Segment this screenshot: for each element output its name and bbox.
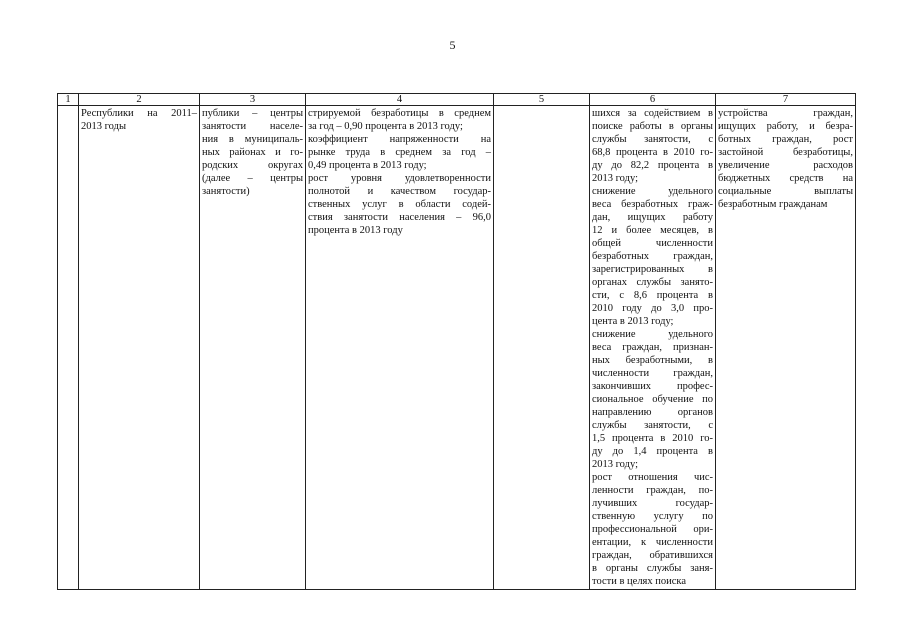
column-number: 3 xyxy=(200,94,306,106)
cell-text-line: застойной безработицы, xyxy=(718,147,853,158)
cell-text-line: профессиональной ори- xyxy=(592,524,713,535)
cell-text-line: занятости) xyxy=(202,186,250,197)
cell-text-line: поиске работы в органы xyxy=(592,121,713,132)
cell-text-line: 1,5 процента в 2010 го- xyxy=(592,433,713,444)
cell-text-line: бюджетных средств на xyxy=(718,173,853,184)
column-number: 2 xyxy=(79,94,200,106)
cell-text-line: ду до 1,4 процента в xyxy=(592,446,713,457)
cell-text-line: ду до 82,2 процента в xyxy=(592,160,713,171)
cell-text-line: коэффициент напряженности на xyxy=(308,134,491,145)
cell-text-line: ния в муниципаль- xyxy=(202,134,303,145)
cell-text-line: ентации, к численности xyxy=(592,537,713,548)
cell-text-line: безработным гражданам xyxy=(718,199,828,210)
cell-text-line: 68,8 процента в 2010 го- xyxy=(592,147,713,158)
cell-text-line: службы занятости, с xyxy=(592,420,713,431)
cell-text-line: (далее – центры xyxy=(202,173,303,184)
cell-text-line: службы занятости, с xyxy=(592,134,713,145)
cell-text-line: ствия занятости населения – 96,0 xyxy=(308,212,491,223)
cell-text-line: ственных услуг в области содей- xyxy=(308,199,491,210)
cell-text-line: веса граждан, признан- xyxy=(592,342,713,353)
column-number: 1 xyxy=(58,94,79,106)
cell-text-line: сиональное обучение по xyxy=(592,394,713,405)
page-number: 5 xyxy=(449,38,456,52)
cell-text-line: дан, ищущих работу xyxy=(592,212,713,223)
cell-text-line: ленности граждан, по- xyxy=(592,485,713,496)
cell-text-line: стрируемой безработицы в среднем xyxy=(308,108,491,119)
cell-text-line: Республики на 2011– xyxy=(81,108,197,119)
cell-text-line: граждан, обратившихся xyxy=(592,550,713,561)
cell-text-line: рост отношения чис- xyxy=(592,472,713,483)
cell-text-line: снижение удельного xyxy=(592,329,713,340)
column-number-row xyxy=(58,94,856,106)
cell-text-line: 0,49 процента в 2013 году; xyxy=(308,160,427,171)
cell-text-line: рынке труда в среднем за год – xyxy=(308,147,491,158)
cell-program xyxy=(79,106,200,590)
cell-text-line: полнотой и качеством государ- xyxy=(308,186,491,197)
column-number: 7 xyxy=(716,94,856,106)
cell-text-line: ных районах и го- xyxy=(202,147,303,158)
cell-text-line: снижение удельного xyxy=(592,186,713,197)
cell-text-line: шихся за содействием в xyxy=(592,108,713,119)
column-number: 4 xyxy=(306,94,494,106)
measures-table xyxy=(57,93,856,590)
cell-text-line: устройства граждан, xyxy=(718,108,853,119)
cell-text-line: направлению органов xyxy=(592,407,713,418)
cell-col5 xyxy=(494,106,590,590)
cell-text-line: 2013 году; xyxy=(592,173,638,184)
cell-text-line: безработных граждан, xyxy=(592,251,713,262)
cell-text-line: зарегистрированных в xyxy=(592,264,713,275)
cell-text-line: закончивших профес- xyxy=(592,381,713,392)
cell-text-line: 12 и более месяцев, в xyxy=(592,225,713,236)
cell-text-line: цента в 2013 году; xyxy=(592,316,674,327)
cell-text-line: увеличение расходов xyxy=(718,160,853,171)
cell-text-line: ственную услугу по xyxy=(592,511,713,522)
cell-text-line: 2010 году до 3,0 про- xyxy=(592,303,713,314)
cell-targets xyxy=(590,106,716,590)
cell-text-line: 2013 году; xyxy=(592,459,638,470)
cell-text-line: органах службы занято- xyxy=(592,277,713,288)
cell-text-line: публики – центры xyxy=(202,108,303,119)
cell-text-line: рост уровня удовлетворенности xyxy=(308,173,491,184)
cell-risks xyxy=(716,106,856,590)
cell-executor xyxy=(200,106,306,590)
cell-text-line: социальные выплаты xyxy=(718,186,853,197)
cell-text-line: ботных граждан, рост xyxy=(718,134,853,145)
column-number: 6 xyxy=(590,94,716,106)
cell-text-line: численности граждан, xyxy=(592,368,713,379)
column-number: 5 xyxy=(494,94,590,106)
cell-text-line: родских округах xyxy=(202,160,303,171)
cell-text-line: 2013 годы xyxy=(81,121,127,132)
cell-text-line: лучивших государ- xyxy=(592,498,713,509)
cell-text-line: сти, с 8,6 процента в xyxy=(592,290,713,301)
cell-text-line: процента в 2013 году xyxy=(308,225,403,236)
cell-text-line: тости в целях поиска xyxy=(592,576,687,587)
cell-indicators xyxy=(306,106,494,590)
cell-col1 xyxy=(58,106,79,590)
cell-text-line: в органы службы заня- xyxy=(592,563,713,574)
cell-text-line: ищущих работу, и безра- xyxy=(718,121,853,132)
cell-text-line: за год – 0,90 процента в 2013 году; xyxy=(308,121,463,132)
cell-text-line: веса безработных граж- xyxy=(592,199,713,210)
cell-text-line: ных безработными, в xyxy=(592,355,713,366)
cell-text-line: общей численности xyxy=(592,238,713,249)
cell-text-line: занятости населе- xyxy=(202,121,303,132)
table-row xyxy=(58,106,856,590)
